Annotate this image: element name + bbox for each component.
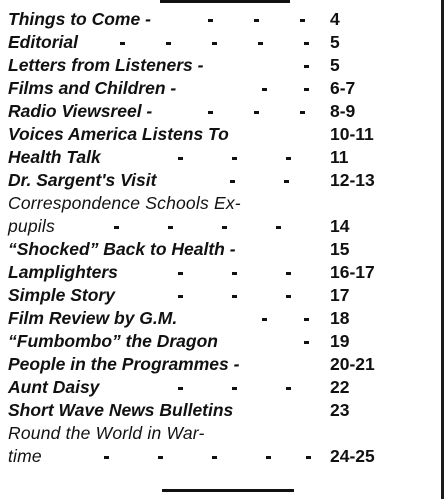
contents-entry [8, 54, 428, 77]
leader-dash [262, 318, 267, 321]
leader-dash [304, 341, 309, 344]
entry-title: Round the World in War- [8, 423, 205, 443]
contents-entry [8, 77, 428, 100]
entry-title: pupils [8, 216, 55, 236]
leader-dash [104, 456, 109, 459]
contents-entry [8, 284, 428, 307]
entry-title: Letters from Listeners - [8, 55, 204, 75]
entry-page-number: 12-13 [330, 170, 375, 190]
contents-entry [8, 8, 428, 31]
leader-dash [266, 456, 271, 459]
entry-page-number: 4 [330, 9, 340, 29]
entry-title: Health Talk [8, 147, 101, 167]
leader-dash [304, 65, 309, 68]
leader-dash [276, 226, 281, 229]
leader-dash [304, 318, 309, 321]
entry-title: Dr. Sargent's Visit [8, 170, 157, 190]
contents-entry [8, 192, 428, 215]
dot-leaders [8, 169, 320, 192]
leader-dash [232, 387, 237, 390]
entry-title: Films and Children - [8, 78, 177, 98]
entry-page-number: 16-17 [330, 262, 375, 282]
leader-dash [258, 42, 263, 45]
contents-entry [8, 307, 428, 330]
entry-title: time [8, 446, 42, 466]
entry-page-number: 10-11 [330, 124, 374, 144]
leader-dash [286, 157, 291, 160]
leader-dash [166, 42, 171, 45]
leader-dash [286, 387, 291, 390]
entry-title: Correspondence Schools Ex- [8, 193, 241, 213]
leader-dash [254, 111, 259, 114]
leader-dash [120, 42, 125, 45]
leader-dash [168, 226, 173, 229]
leader-dash [178, 272, 183, 275]
dot-leaders [8, 376, 320, 399]
entry-page-number: 5 [330, 32, 340, 52]
dot-leaders [8, 215, 320, 238]
leader-dash [232, 272, 237, 275]
contents-entry [8, 261, 428, 284]
contents-entry [8, 215, 428, 238]
dot-leaders [8, 77, 320, 100]
contents-entry [8, 100, 428, 123]
entry-page-number: 23 [330, 400, 350, 420]
entry-page-number: 11 [330, 147, 349, 167]
contents-entry [8, 31, 428, 54]
dot-leaders [8, 8, 320, 31]
leader-dash [230, 180, 235, 183]
table-of-contents [8, 8, 428, 468]
entry-title: Things to Come - [8, 9, 151, 29]
entry-page-number: 24-25 [330, 446, 375, 466]
entry-title: Editorial [8, 32, 79, 52]
entry-title: Aunt Daisy [8, 377, 100, 397]
leader-dash [306, 456, 311, 459]
leader-dash [286, 272, 291, 275]
leader-dash [300, 19, 305, 22]
entry-page-number: 22 [330, 377, 350, 397]
leader-dash [178, 387, 183, 390]
entry-title: Lamplighters [8, 262, 118, 282]
entry-title: Short Wave News Bulletins [8, 400, 234, 420]
dot-leaders [8, 146, 320, 169]
dot-leaders [8, 330, 320, 353]
entry-page-number: 19 [330, 331, 350, 351]
contents-entry [8, 445, 428, 468]
entry-title: Film Review by G.M. [8, 308, 178, 328]
leader-dash [300, 111, 305, 114]
dot-leaders [8, 54, 320, 77]
entry-title: Radio Viewsreel - [8, 101, 153, 121]
contents-entry [8, 330, 428, 353]
entry-page-number: 17 [330, 285, 350, 305]
leader-dash [232, 157, 237, 160]
dot-leaders [8, 284, 320, 307]
leader-dash [178, 295, 183, 298]
leader-dash [304, 88, 309, 91]
entry-page-number: 8-9 [330, 101, 356, 121]
entry-page-number: 20-21 [330, 354, 375, 374]
entry-title: “Fumbombo” the Dragon [8, 331, 218, 351]
leader-dash [304, 42, 309, 45]
leader-dash [178, 157, 183, 160]
leader-dash [284, 180, 289, 183]
contents-entry [8, 123, 428, 146]
dot-leaders [8, 261, 320, 284]
dot-leaders [8, 307, 320, 330]
leader-dash [262, 88, 267, 91]
entry-page-number: 5 [330, 55, 340, 75]
dot-leaders [8, 31, 320, 54]
contents-entry [8, 422, 428, 445]
entry-title: Voices America Listens To [8, 124, 229, 144]
leader-dash [222, 226, 227, 229]
entry-title: People in the Programmes - [8, 354, 240, 374]
contents-entry [8, 238, 428, 261]
bottom-rule [162, 489, 294, 492]
dot-leaders [8, 100, 320, 123]
leader-dash [232, 295, 237, 298]
dot-leaders [8, 445, 320, 468]
leader-dash [212, 456, 217, 459]
entry-page-number: 14 [330, 216, 350, 236]
contents-entry [8, 169, 428, 192]
leader-dash [254, 19, 259, 22]
leader-dash [286, 295, 291, 298]
entry-page-number: 18 [330, 308, 350, 328]
top-rule [160, 0, 290, 3]
entry-page-number: 6-7 [330, 78, 356, 98]
contents-entry [8, 353, 428, 376]
contents-entry [8, 146, 428, 169]
entry-title: Simple Story [8, 285, 115, 305]
leader-dash [158, 456, 163, 459]
leader-dash [114, 226, 119, 229]
entry-page-number: 15 [330, 239, 350, 259]
leader-dash [208, 19, 213, 22]
contents-entry [8, 399, 428, 422]
contents-entry [8, 376, 428, 399]
leader-dash [212, 42, 217, 45]
leader-dash [208, 111, 213, 114]
entry-title: “Shocked” Back to Health - [8, 239, 236, 259]
